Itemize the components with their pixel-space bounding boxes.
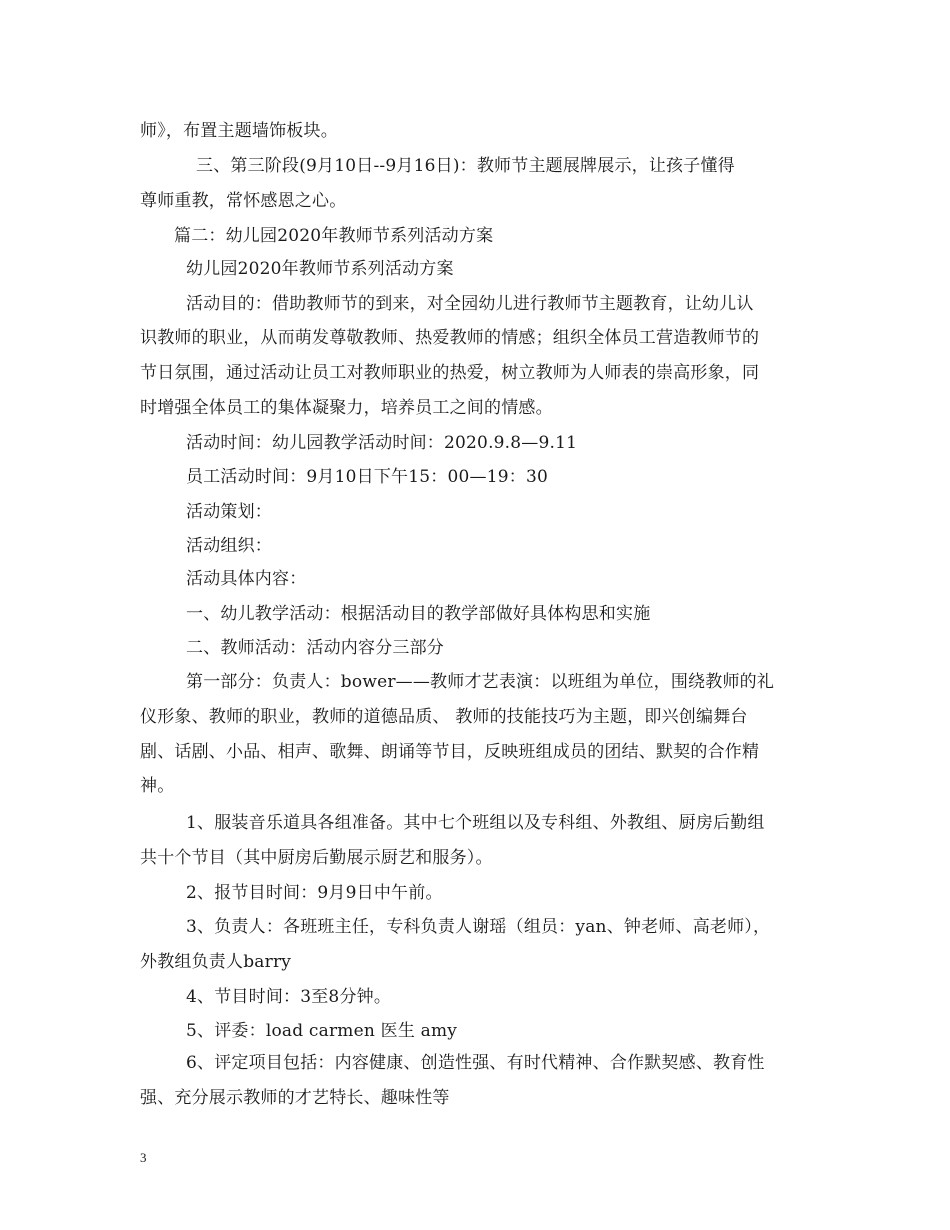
text-line: 5、评委：load carmen 医生 amy bbox=[186, 1021, 458, 1041]
text-line: 2、报节目时间：9月9日中午前。 bbox=[186, 883, 443, 903]
text-line: 节日氛围，通过活动让员工对教师职业的热爱，树立教师为人师表的崇高形象，同 bbox=[140, 363, 760, 383]
text-line: 共十个节目（其中厨房后勤展示厨艺和服务）。 bbox=[140, 848, 493, 868]
text-line: 活动目的：借助教师节的到来，对全园幼儿进行教师节主题教育，让幼儿认 bbox=[186, 294, 754, 314]
text-line: 活动时间：幼儿园教学活动时间：2020.9.8—9.11 bbox=[186, 433, 578, 453]
text-line: 识教师的职业，从而萌发尊敬教师、热爱教师的情感；组织全体员工营造教师节的 bbox=[140, 328, 760, 348]
text-line: 活动组织： bbox=[186, 536, 272, 556]
section-heading: 篇二：幼儿园2020年教师节系列活动方案 bbox=[174, 226, 494, 246]
text-line: 仪形象、教师的职业，教师的道德品质、 教师的技能技巧为主题，即兴创编舞台 bbox=[140, 707, 748, 727]
text-line: 三、第三阶段(9月10日--9月16日)：教师节主题展牌展示，让孩子懂得 bbox=[196, 156, 735, 176]
text-line: 剧、话剧、小品、相声、歌舞、朗诵等节目，反映班组成员的团结、默契的合作精 bbox=[140, 742, 760, 762]
text-line: 员工活动时间：9月10日下午15：00—19：30 bbox=[186, 467, 548, 487]
text-line: 4、节目时间：3至8分钟。 bbox=[186, 987, 392, 1007]
document-title: 幼儿园2020年教师节系列活动方案 bbox=[186, 259, 454, 279]
page-number: 3 bbox=[140, 1150, 147, 1165]
text-line: 二、教师活动：活动内容分三部分 bbox=[186, 638, 444, 658]
text-line: 1、服装音乐道具各组准备。其中七个班组以及专科组、外教组、厨房后勤组 bbox=[186, 813, 765, 833]
text-line: 师》，布置主题墙饰板块。 bbox=[140, 121, 338, 141]
text-line: 外教组负责人barry bbox=[140, 952, 292, 972]
text-line: 第一部分：负责人：bower——教师才艺表演：以班组为单位，围绕教师的礼 bbox=[186, 672, 775, 692]
text-line: 时增强全体员工的集体凝聚力，培养员工之间的情感。 bbox=[140, 398, 553, 418]
text-line: 活动策划： bbox=[186, 502, 272, 522]
text-line: 6、评定项目包括：内容健康、创造性强、有时代精神、合作默契感、教育性 bbox=[186, 1053, 765, 1073]
text-line: 神。 bbox=[140, 776, 175, 796]
text-line: 一、幼儿教学活动：根据活动目的教学部做好具体构思和实施 bbox=[186, 604, 651, 624]
text-line: 活动具体内容： bbox=[186, 569, 307, 589]
text-line: 强、充分展示教师的才艺特长、趣味性等 bbox=[140, 1088, 450, 1108]
text-line: 尊师重教，常怀感恩之心。 bbox=[140, 191, 347, 211]
text-line: 3、负责人：各班班主任，专科负责人谢瑶（组员：yan、钟老师、高老师）， bbox=[186, 917, 771, 937]
